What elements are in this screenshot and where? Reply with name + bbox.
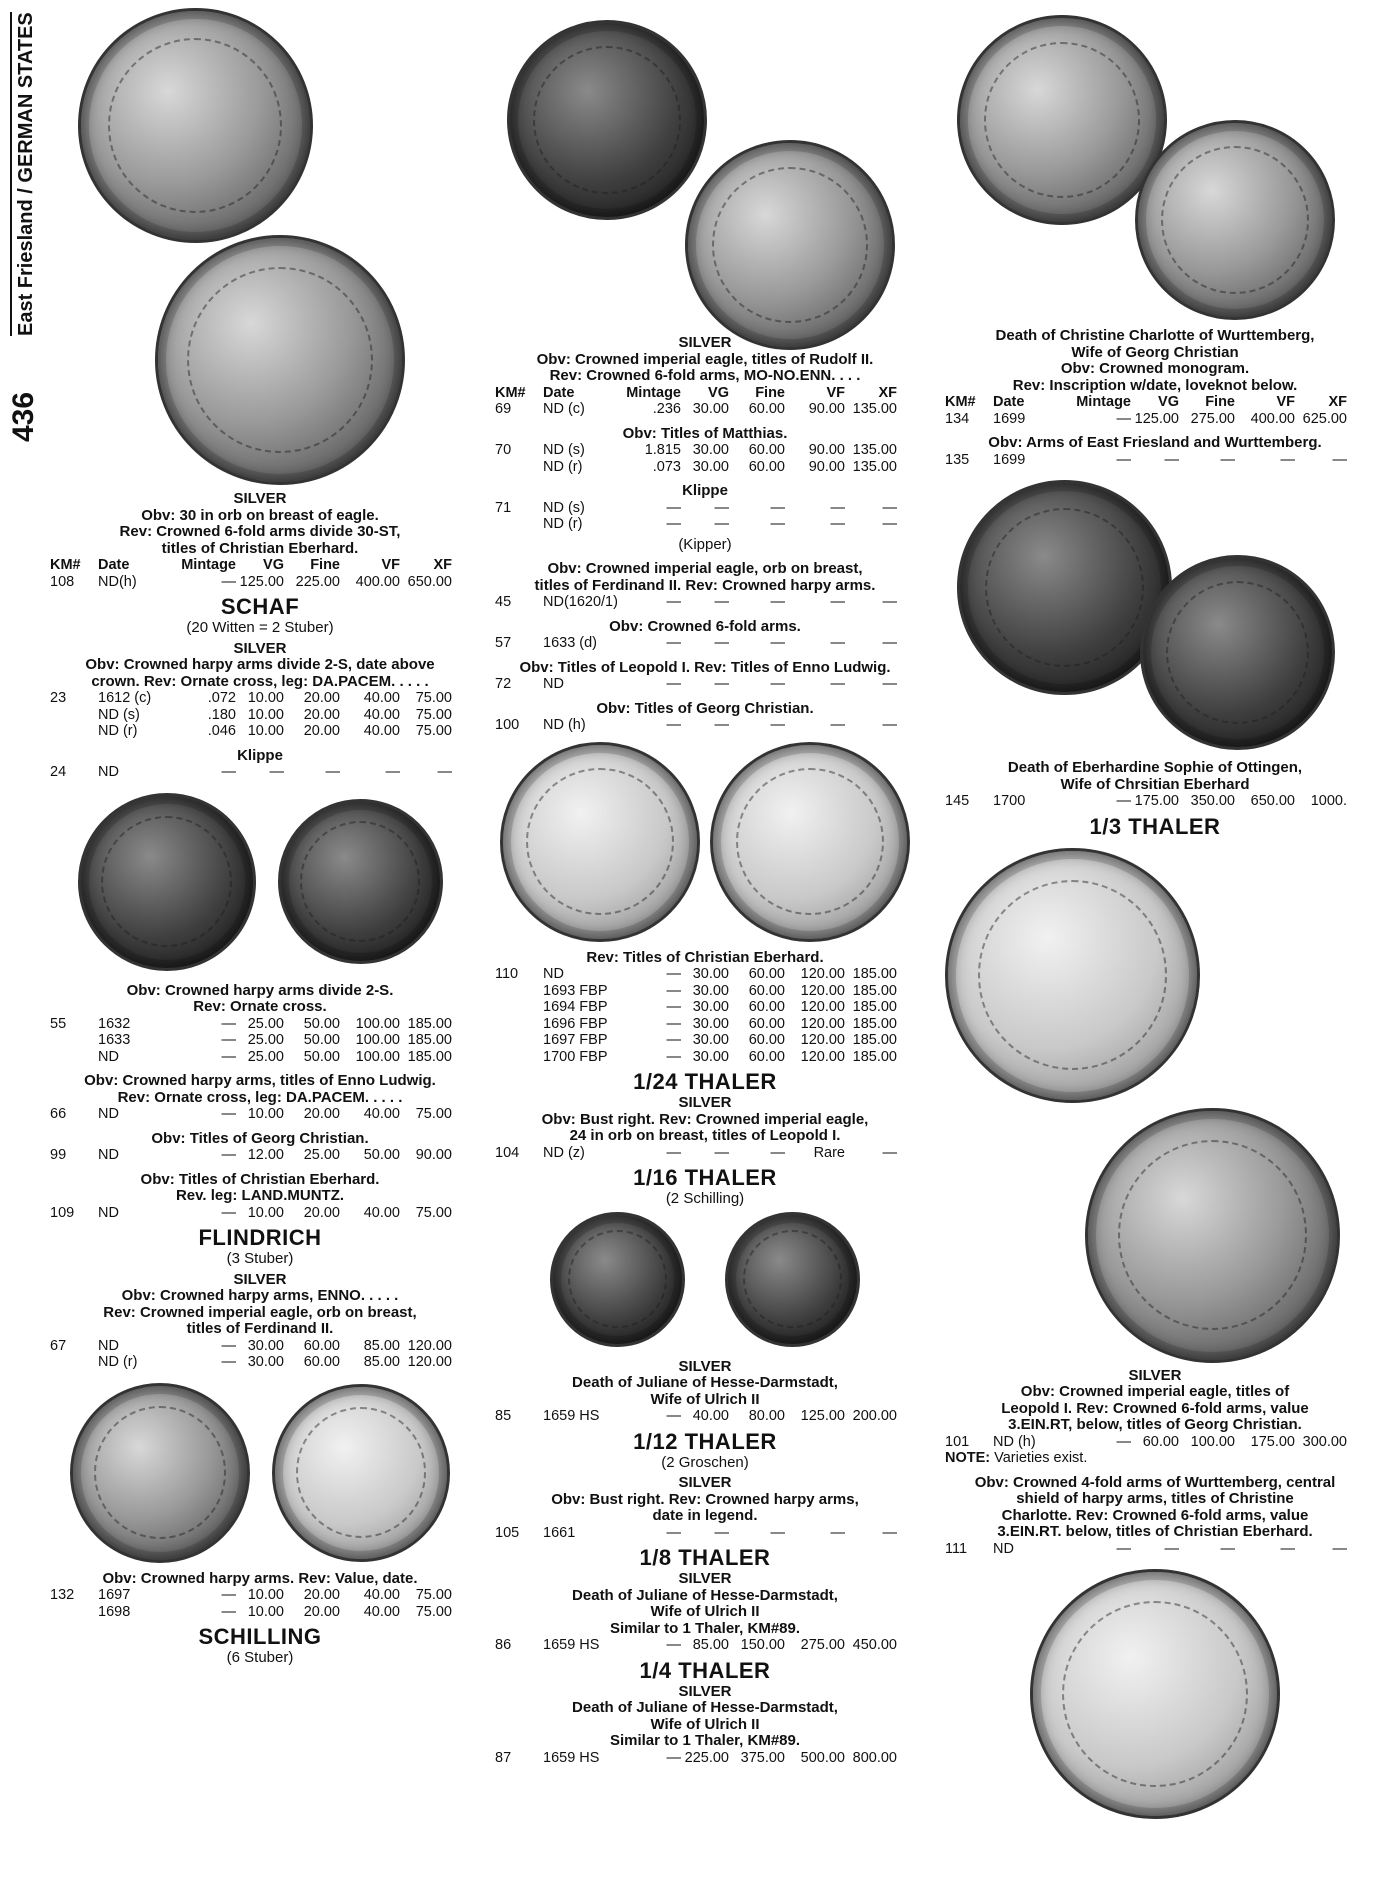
coin-description: Obv: Arms of East Friesland and Wurttemberg. [988,434,1322,451]
metal-label: SILVER [678,1682,732,1700]
table-row: 134 1699 — 125.00 275.00 400.00 625.00 [945,410,1347,427]
coin-image-arms-reverse [155,235,405,485]
coin-description: 3.EIN.RT, below, titles of Georg Christian. [1008,1416,1302,1433]
table-row: ND (r) — 30.00 60.00 85.00 120.00 [98,1354,452,1370]
coin-description: Charlotte. Rev: Crowned 6-fold arms, value [1001,1506,1309,1524]
coin-description: Death of Eberhardine Sophie of Ottingen, [1007,759,1303,776]
metal-label: SILVER [678,1474,732,1491]
table-header: KM# Date Mintage VG Fine VF XF [50,557,452,573]
coin-image-monogram-obverse [957,15,1167,225]
coin-description: Rev: Crowned 6-fold arms divide 30-ST, [119,523,401,540]
coin-description: 3.EIN.RT. below, titles of Christian Eberhard. [997,1523,1313,1540]
column-2 [495,0,915,1766]
klippe-label: Klippe [237,746,283,764]
table-row: 72 ND — — — — — [495,676,897,692]
table-row: 66 ND — 10.00 20.00 40.00 75.00 [50,1106,452,1122]
coin-description: Obv: Crowned harpy arms divide 2-S, date above [85,656,435,673]
coin-description: Obv: Bust right. Rev: Crowned harpy arms, [551,1490,859,1508]
denomination-value: (3 Stuber) [226,1250,294,1267]
table-row: 132 1697 — 10.00 20.00 40.00 75.00 [50,1587,452,1603]
table-row: 45 ND(1620/1) — — — — — [495,594,897,610]
coin-description: Similar to 1 Thaler, KM#89. [609,1732,801,1749]
coin-image-schilling-obverse [70,1383,250,1563]
coin-description: Wife of Ulrich II [650,1390,760,1408]
table-row: 101 ND (h) — 60.00 100.00 175.00 300.00 [945,1433,1347,1450]
coin-description: Obv: Titles of Georg Christian. [596,699,814,717]
klippe-label: Klippe [682,482,728,499]
coin-pair-third-thaler [945,848,1365,1368]
table-row: ND — 25.00 50.00 100.00 185.00 [98,1048,452,1065]
denomination-heading: SCHAF [220,594,300,619]
coin-image-inscription-reverse [1135,120,1335,320]
table-row: 1633 — 25.00 50.00 100.00 185.00 [98,1032,452,1048]
metal-label: SILVER [678,1570,732,1587]
coin-description: date in legend. [652,1507,758,1524]
table-row: 67 ND — 30.00 60.00 85.00 120.00 [50,1337,452,1354]
denomination-heading: 1/16 THALER [633,1165,777,1190]
coin-image-eagle-obverse [78,8,313,243]
coin-description: titles of Ferdinand II. Rev: Crowned harpy arms. [534,576,876,594]
table-row: ND (s) .180 10.00 20.00 40.00 75.00 [98,706,452,723]
denomination-heading: 1/4 THALER [639,1657,771,1683]
table-row: 57 1633 (d) — — — — — [495,635,897,651]
coin-image-schaf-reverse [278,799,443,964]
table-row: 1697 FBP — 30.00 60.00 120.00 185.00 [543,1032,897,1048]
coin-description: Rev: Inscription w/date, loveknot below. [1012,376,1298,394]
table-row: 110 ND — 30.00 60.00 120.00 185.00 [495,966,897,982]
table-row: 1698 — 10.00 20.00 40.00 75.00 [98,1603,452,1620]
metal-label: SILVER [678,1357,732,1375]
coin-description: Rev: Ornate cross, leg: DA.PACEM. . . . . [117,1088,403,1106]
page-side-label [6,12,42,442]
denomination-value: (20 Witten = 2 Stuber) [186,619,334,636]
coin-description: Obv: Crowned harpy arms divide 2-S. [126,981,394,999]
table-row: 86 1659 HS — 85.00 150.00 275.00 450.00 [495,1637,897,1653]
coin-description: Obv: Crowned imperial eagle, orb on breast, [547,560,863,577]
coin-description: Obv: Bust right. Rev: Crowned imperial eagle, [541,1110,869,1128]
table-row: ND (r) .046 10.00 20.00 40.00 75.00 [98,723,452,739]
coin-pair-eberhardine [945,480,1365,760]
coin-description: Wife of Chrsitian Eberhard [1060,775,1250,793]
coin-description: Similar to 1 Thaler, KM#89. [609,1619,801,1637]
coin-description: Death of Juliane of Hesse-Darmstadt, [572,1374,838,1391]
denomination-heading: FLINDRICH [198,1225,322,1250]
coin-description: titles of Ferdinand II. [186,1320,334,1337]
table-row: 69 ND (c) .236 30.00 60.00 90.00 135.00 [495,401,897,417]
table-header: KM# Date Mintage VG Fine VF XF [945,394,1347,410]
table-row: 135 1699 — — — — — [945,451,1347,468]
coin-description: Obv: 30 in orb on breast of eagle. [141,506,379,524]
coin-description: Death of Christine Charlotte of Wurttemberg, [995,327,1315,344]
table-row: 99 ND — 12.00 25.00 50.00 90.00 [50,1147,452,1163]
coin-description: Wife of Georg Christian [1071,343,1239,361]
coin-description: Obv: Crowned imperial eagle, titles of Rudolf II. [536,350,874,368]
coin-pair-rudolf [495,20,915,335]
coin-description: Rev: Crowned 6-fold arms, MO-NO.ENN. . . . [549,367,861,384]
metal-label: SILVER [678,334,732,351]
coin-image-arms-reverse [710,742,910,942]
coin-image-eagle-obverse [945,848,1200,1103]
denomination-heading: 1/12 THALER [633,1428,777,1454]
table-row: 1693 FBP — 30.00 60.00 120.00 185.00 [543,982,897,999]
coin-description: 24 in orb on breast, titles of Leopold I. [569,1127,841,1144]
coin-description: Death of Juliane of Hesse-Darmstadt, [572,1699,838,1716]
column-3 [945,0,1365,1819]
coin-pair-christine [945,15,1365,320]
table-row: 87 1659 HS — 225.00 375.00 500.00 800.00 [495,1749,897,1766]
denomination-value: (6 Stuber) [226,1649,294,1666]
coin-description: Wife of Ulrich II [650,1715,760,1733]
table-row: 105 1661 — — — — — [495,1524,897,1541]
coin-description: Wife of Ulrich II [650,1603,760,1620]
table-row: 145 1700 — 175.00 350.00 650.00 1000. [945,793,1347,809]
coin-description: Obv: Titles of Matthias. [622,424,788,442]
coin-description: Obv: Crowned harpy arms, titles of Enno Ludwig. [84,1072,436,1089]
coin-image-juliane-obverse [550,1212,685,1347]
table-row: 55 1632 — 25.00 50.00 100.00 185.00 [50,1015,452,1032]
coin-description: shield of harpy arms, titles of Christine [1016,1490,1294,1507]
coin-description: Obv: Titles of Georg Christian. [151,1129,369,1147]
coin-image-arms-reverse [685,140,895,350]
table-row: 108 ND(h) — 125.00 225.00 400.00 650.00 [50,573,452,590]
table-row: 104 ND (z) — — — Rare — [495,1144,897,1161]
coin-description: Death of Juliane of Hesse-Darmstadt, [572,1586,838,1604]
denomination-value: (2 Schilling) [665,1190,745,1207]
coin-description: Obv: Crowned harpy arms. Rev: Value, date. [102,1569,418,1587]
metal-label: SILVER [678,1094,732,1111]
table-header: KM# Date Mintage VG Fine VF XF [495,384,897,401]
coin-image-arms-reverse [1085,1108,1340,1363]
table-row: ND (r) — — — — — [543,516,897,532]
page-number: 436 [7,391,40,442]
denomination-heading: SCHILLING [198,1624,322,1649]
table-row: 1694 FBP — 30.00 60.00 120.00 185.00 [543,999,897,1015]
coin-description: Obv: Titles of Leopold I. Rev: Titles of Enno Ludwig. [519,658,891,676]
coin-description: crown. Rev: Ornate cross, leg: DA.PACEM. . . . . [91,672,429,690]
table-row: 111 ND — — — — — [945,1540,1347,1557]
coin-description: Leopold I. Rev: Crowned 6-fold arms, value [1001,1399,1309,1417]
coin-description: Rev: Ornate cross. [193,998,327,1015]
coin-description: Rev: Crowned imperial eagle, orb on breast, [103,1303,417,1321]
section-label: East Friesland / GERMAN STATES [10,12,38,336]
coin-image-eagle-obverse [1030,1569,1280,1819]
table-row: 71 ND (s) — — — — — [495,499,897,516]
metal-label: SILVER [1128,1366,1182,1384]
coin-description: Rev: Titles of Christian Eberhard. [586,948,824,966]
variety-note: NOTE: Varieties exist. [945,1450,1088,1466]
denomination-heading: 1/3 THALER [1089,813,1221,839]
coin-description: Obv: Crowned imperial eagle, titles of [1020,1383,1290,1400]
coin-image-inscription-reverse [725,1212,860,1347]
denomination-value: (2 Groschen) [661,1453,749,1471]
table-row: ND (r) .073 30.00 60.00 90.00 135.00 [543,458,897,475]
coin-image-inscription-reverse [1140,555,1335,750]
coin-description: Obv: Crowned monogram. [1060,360,1250,377]
denomination-heading: 1/24 THALER [633,1069,777,1094]
coin-description: titles of Christian Eberhard. [161,539,359,557]
metal-label: SILVER [233,1270,287,1288]
table-row: 1700 FBP — 30.00 60.00 120.00 185.00 [543,1048,897,1065]
coin-image-eagle-obverse [507,20,707,220]
coin-image-leopold-obverse [500,742,700,942]
metal-label: SILVER [233,639,287,657]
table-row: 85 1659 HS — 40.00 80.00 125.00 200.00 [495,1408,897,1424]
coin-description: Obv: Crowned harpy arms, ENNO. . . . . [121,1287,399,1304]
column-1 [50,0,470,1671]
table-row: 1696 FBP — 30.00 60.00 120.00 185.00 [543,1015,897,1032]
table-row: 70 ND (s) 1.815 30.00 60.00 90.00 135.00 [495,442,897,458]
coin-image-schilling-reverse [272,1384,450,1562]
denomination-heading: 1/8 THALER [639,1545,771,1570]
coin-description: Obv: Titles of Christian Eberhard. [140,1170,380,1188]
coin-description: Rev. leg: LAND.MUNTZ. [175,1187,345,1204]
coin-description: Obv: Crowned 4-fold arms of Wurttemberg, central [974,1473,1336,1491]
table-row: 23 1612 (c) .072 10.00 20.00 40.00 75.00 [50,690,452,706]
metal-label: SILVER [233,490,287,507]
kipper-note: (Kipper) [678,535,732,553]
coin-image-schaf-obverse [78,793,256,971]
table-row: 109 ND — 10.00 20.00 40.00 75.00 [50,1204,452,1221]
coin-description: Obv: Crowned 6-fold arms. [609,617,801,635]
table-row: 24 ND — — — — — [50,764,452,780]
table-row: 100 ND (h) — — — — — [495,717,897,733]
